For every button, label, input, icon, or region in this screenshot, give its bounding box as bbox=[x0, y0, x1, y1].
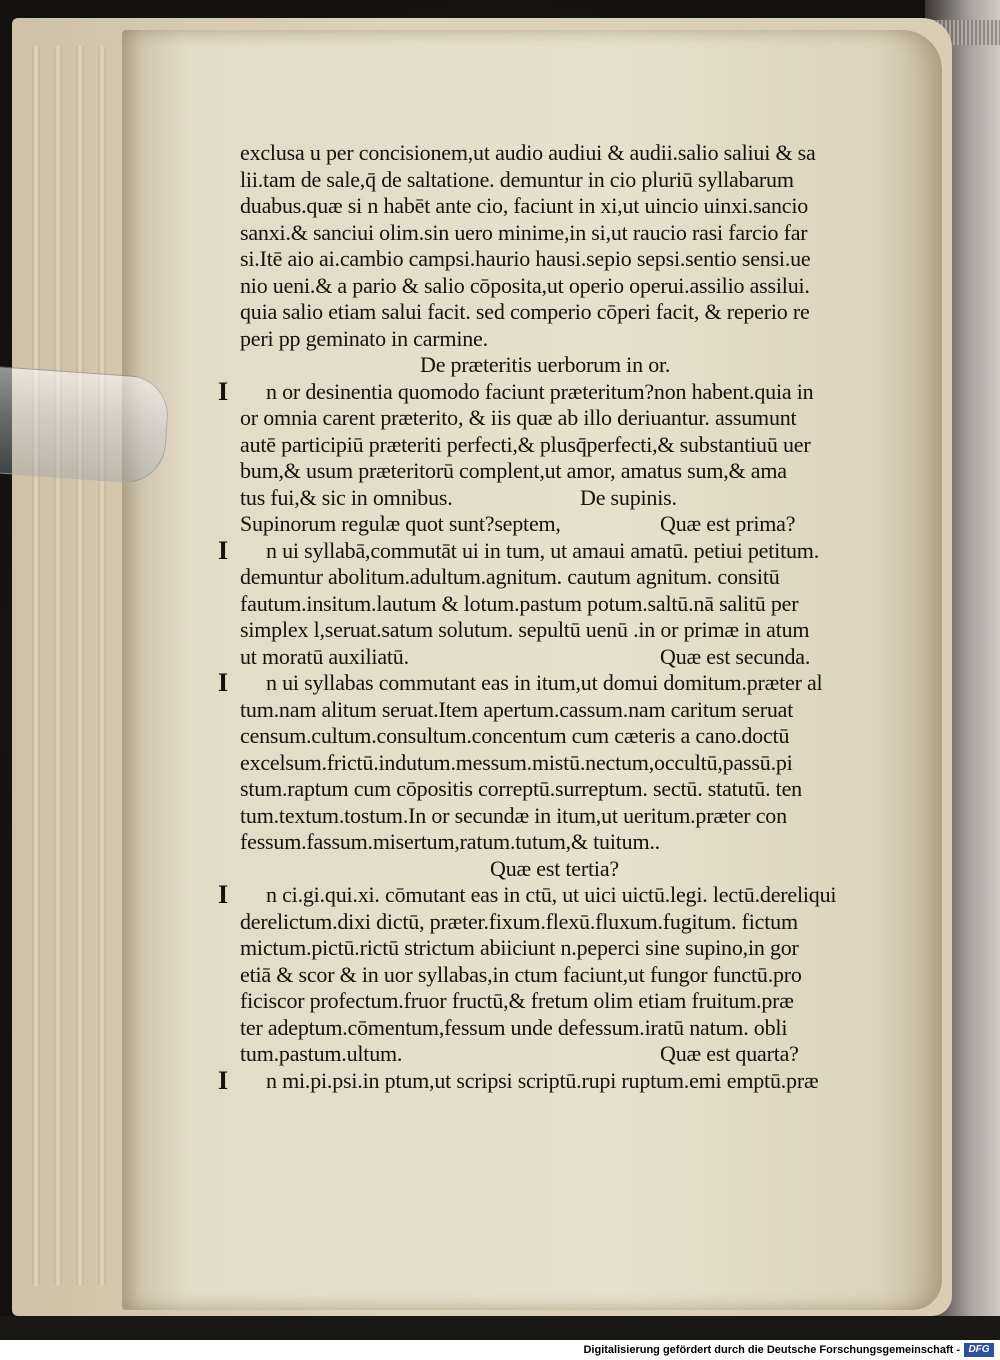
text-line bbox=[240, 485, 940, 512]
line-text: derelictum.dixi dictū, præter.fixum.flexū.fluxum.fugitum. fictum bbox=[240, 908, 798, 934]
section-heading: Quæ est prima? bbox=[660, 511, 796, 536]
text-line bbox=[240, 697, 940, 724]
line-text: n or desinentia quomodo faciunt præteritum?non habent.quia in bbox=[266, 378, 814, 404]
page-edge bbox=[98, 46, 106, 1286]
initial-letter: I bbox=[218, 376, 228, 406]
line-text: tum.nam alitum seruat.Item apertum.cassum.nam caritum seruat bbox=[240, 696, 794, 722]
initial-letter: I bbox=[218, 880, 228, 909]
text-line bbox=[240, 856, 940, 883]
text-line bbox=[240, 1015, 940, 1042]
line-text: simplex l,seruat.satum solutum. sepultū uenū .in or primæ in atum bbox=[240, 617, 810, 642]
section-heading: Quæ est tertia? bbox=[490, 855, 619, 881]
book-text-block bbox=[218, 140, 940, 1095]
line-text: etiā & scor & in uor syllabas,in ctum faciunt,ut fungor functū.pro bbox=[240, 961, 802, 987]
bottom-strip bbox=[0, 1316, 1000, 1340]
page-edge bbox=[54, 46, 62, 1286]
line-text: ter adeptum.cōmentum,fessum unde defessum.iratū natum. obli bbox=[240, 1014, 788, 1040]
text-line bbox=[218, 535, 940, 565]
text-line bbox=[240, 1041, 940, 1068]
section-heading: De præteritis uerborum in or. bbox=[420, 352, 671, 377]
line-text: n ci.gi.qui.xi. cōmutant eas in ctū, ut uici uictū.legi. lectū.dereliqui bbox=[266, 882, 837, 907]
text-line bbox=[218, 1065, 940, 1095]
text-line bbox=[240, 803, 940, 830]
section-heading: De supinis. bbox=[580, 484, 677, 510]
section-heading: Quæ est quarta? bbox=[660, 1041, 799, 1066]
text-line bbox=[240, 644, 940, 671]
text-line bbox=[240, 617, 940, 644]
line-text: bum,& usum præteritorū complent,ut amor, amatus sum,& ama bbox=[240, 458, 787, 483]
line-text: si.Itē aio ai.cambio campsi.haurio hausi.sepio sepsi.sentio sensi.ue bbox=[240, 246, 811, 271]
initial-letter: I bbox=[218, 668, 228, 697]
initial-letter: I bbox=[218, 1065, 228, 1095]
text-line bbox=[218, 668, 940, 697]
text-line bbox=[240, 140, 940, 167]
footer-bar bbox=[0, 1340, 1000, 1360]
text-line bbox=[240, 458, 940, 485]
text-line bbox=[240, 511, 940, 538]
text-line bbox=[240, 909, 940, 936]
line-text: n mi.pi.psi.in ptum,ut scripsi scriptū.rupi ruptum.emi emptū.præ bbox=[266, 1067, 819, 1093]
text-line bbox=[240, 591, 940, 618]
line-text: autē participiū præteriti perfecti,& plusq̄perfecti,& substantiuū uer bbox=[240, 431, 811, 457]
line-text: censum.cultum.consultum.concentum cum cæteris a cano.doctū bbox=[240, 723, 790, 748]
dfg-logo: DFG bbox=[964, 1343, 994, 1357]
initial-letter: I bbox=[218, 535, 228, 565]
text-line bbox=[240, 299, 940, 326]
line-text: tus fui,& sic in omnibus. bbox=[240, 484, 453, 510]
text-line bbox=[240, 246, 940, 273]
text-line bbox=[240, 750, 940, 777]
line-text: tum.pastum.ultum. bbox=[240, 1041, 403, 1066]
line-text: sanxi.& sanciui olim.sin uero minime,in si,ut raucio rasi farcio far bbox=[240, 219, 808, 245]
line-text: mictum.pictū.rictū strictum abiiciunt n.peperci sine supino,in gor bbox=[240, 935, 799, 960]
text-line bbox=[240, 776, 940, 803]
text-line bbox=[240, 326, 940, 353]
line-text: exclusa u per concisionem,ut audio audiui & audii.salio saliui & sa bbox=[240, 140, 816, 165]
text-line bbox=[240, 935, 940, 962]
line-text: n ui syllabā,commutāt ui in tum, ut amaui amatū. petiui petitum. bbox=[266, 537, 819, 563]
page-edge bbox=[32, 46, 40, 1286]
line-text: demuntur abolitum.adultum.agnitum. cautum agnitum. consitū bbox=[240, 564, 780, 589]
line-text: duabus.quæ si n habēt ante cio, faciunt in xi,ut uincio uinxi.sancio bbox=[240, 193, 809, 218]
text-line bbox=[240, 167, 940, 194]
line-text: n ui syllabas commutant eas in itum,ut domui domitum.præter al bbox=[266, 670, 823, 695]
glass-weight-clip bbox=[0, 366, 171, 485]
text-line bbox=[240, 988, 940, 1015]
line-text: fautum.insitum.lautum & lotum.pastum potum.saltū.nā salitū per bbox=[240, 590, 799, 616]
text-line bbox=[240, 432, 940, 459]
text-line bbox=[218, 880, 940, 909]
text-line bbox=[240, 220, 940, 247]
text-line bbox=[240, 564, 940, 591]
line-text: excelsum.frictū.indutum.messum.mistū.nectum,occultū,passū.pi bbox=[240, 749, 793, 775]
text-line bbox=[218, 376, 940, 406]
section-heading: Quæ est secunda. bbox=[660, 643, 811, 669]
line-text: quia salio etiam salui facit. sed comperio cōperi facit, & reperio re bbox=[240, 299, 810, 324]
line-text: Supinorum regulæ quot sunt?septem, bbox=[240, 511, 561, 536]
text-line bbox=[240, 723, 940, 750]
line-text: ficiscor profectum.fruor fructū,& fretum olim etiam fruitum.præ bbox=[240, 988, 794, 1013]
text-line bbox=[240, 352, 940, 379]
line-text: fessum.fassum.misertum,ratum.tutum,& tuitum.. bbox=[240, 829, 660, 854]
footer-credit: Digitalisierung gefördert durch die Deutsche Forschungsgemeinschaft - bbox=[583, 1344, 960, 1356]
line-text: peri pp geminato in carmine. bbox=[240, 325, 488, 351]
page-edge bbox=[76, 46, 84, 1286]
text-line bbox=[240, 405, 940, 432]
text-line bbox=[240, 273, 940, 300]
text-line bbox=[240, 962, 940, 989]
text-line bbox=[240, 829, 940, 856]
line-text: nio ueni.& a pario & salio cōposita,ut operio operui.assilio assilui. bbox=[240, 272, 810, 298]
line-text: stum.raptum cum cōpositis correptū.surreptum. sectū. statutū. ten bbox=[240, 776, 802, 801]
line-text: lii.tam de sale,q̄ de saltatione. demuntur in cio pluriū syllabarum bbox=[240, 166, 794, 192]
line-text: tum.textum.tostum.In or secundæ in itum,ut ueritum.præter con bbox=[240, 802, 787, 828]
text-line bbox=[240, 193, 940, 220]
line-text: or omnia carent præterito, & iis quæ ab illo deriuantur. assumunt bbox=[240, 405, 797, 430]
line-text: ut moratū auxiliatū. bbox=[240, 643, 409, 669]
